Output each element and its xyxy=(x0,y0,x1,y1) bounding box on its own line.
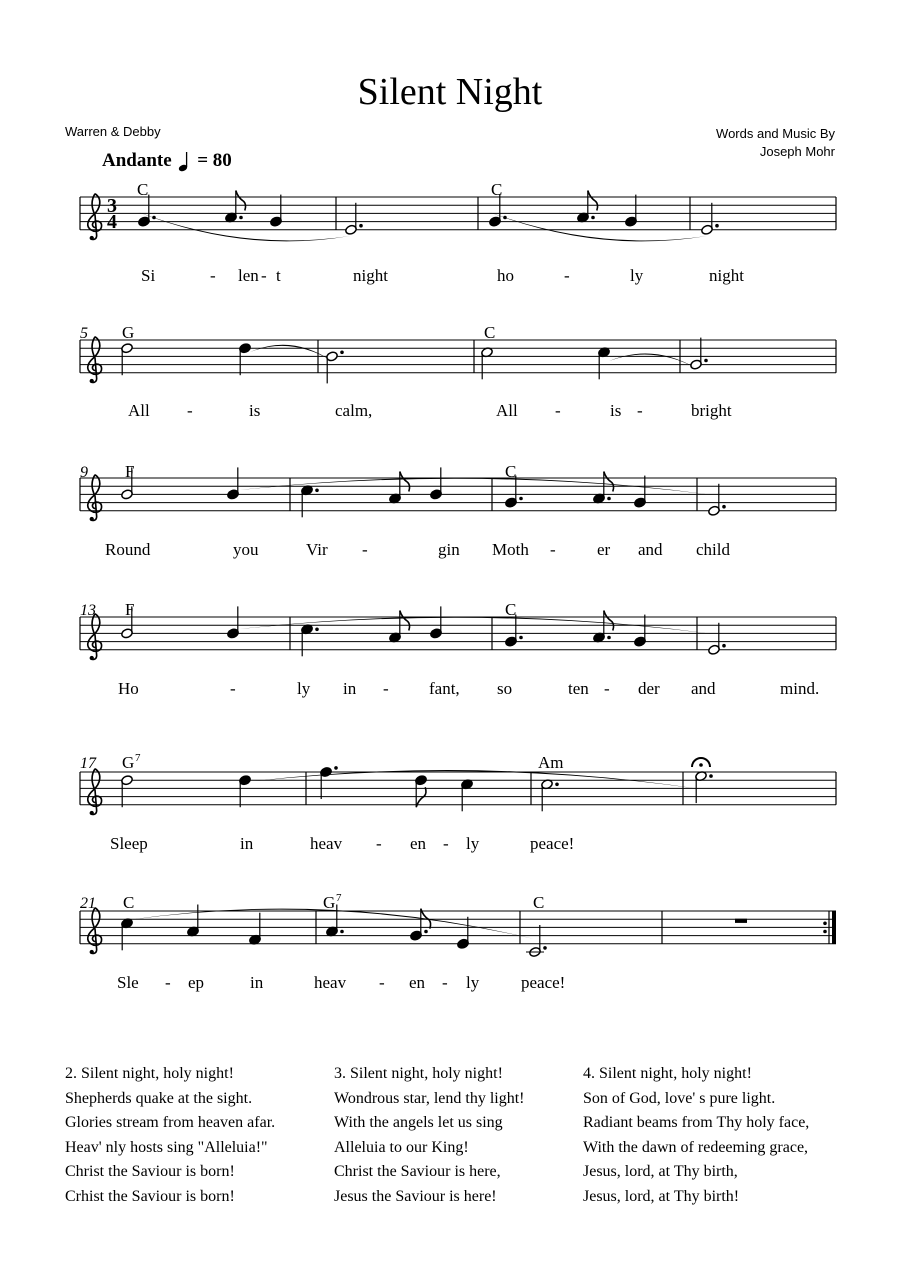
lyric-syllable: der xyxy=(638,679,660,698)
clef-dot xyxy=(90,950,94,954)
lyric-syllable: ho xyxy=(497,266,514,285)
treble-clef-icon xyxy=(88,337,102,383)
verse-4 xyxy=(583,1062,809,1209)
lyric-syllable: len xyxy=(238,266,259,285)
chord-symbol: C xyxy=(491,180,503,199)
lyric-hyphen: - xyxy=(550,540,556,559)
chord-symbol: G xyxy=(122,323,135,342)
lyric-syllable: All xyxy=(128,401,150,420)
augmentation-dot xyxy=(359,224,363,228)
augmentation-dot xyxy=(704,359,708,363)
final-barline-thick xyxy=(832,911,836,944)
lyric-syllable: in xyxy=(240,834,254,853)
note-flag xyxy=(588,191,598,211)
treble-clef-icon xyxy=(88,475,102,521)
lyric-syllable: heav xyxy=(314,973,347,992)
lyric-syllable: ep xyxy=(188,973,205,992)
lyric-syllable: and xyxy=(691,679,716,698)
lyric-syllable: peace! xyxy=(530,834,575,853)
lyric-syllable: Moth xyxy=(492,540,529,559)
arranger-credit: Warren & Debby xyxy=(65,124,161,139)
clef-dot xyxy=(90,236,94,240)
augmentation-dot xyxy=(424,930,428,934)
lyric-syllable: en xyxy=(410,834,427,853)
slur xyxy=(489,212,707,241)
chord-superscript: 7 xyxy=(135,752,141,764)
repeat-dot xyxy=(823,930,827,934)
augmentation-dot xyxy=(607,497,611,501)
verse-line: Shepherds quake at the sight. xyxy=(65,1089,253,1107)
fermata-dot xyxy=(699,763,703,767)
lyric-syllable: is xyxy=(249,401,261,420)
clef-dot xyxy=(90,656,94,660)
chord-symbol: C xyxy=(505,462,517,481)
verse-line: Christ the Saviour is here, xyxy=(334,1163,501,1180)
lyric-syllable: ly xyxy=(466,973,480,992)
augmentation-dot xyxy=(519,636,523,640)
clef-path xyxy=(88,908,102,954)
lyric-syllable: ly xyxy=(466,834,480,853)
lyric-syllable: ly xyxy=(297,679,311,698)
lyric-hyphen: - xyxy=(555,401,561,420)
verse-line: Wondrous star, lend thy light! xyxy=(334,1089,525,1107)
chord-symbol: F xyxy=(125,462,135,481)
note-flag xyxy=(604,472,614,492)
augmentation-dot xyxy=(315,628,319,632)
verse-line: Jesus, lord, at Thy birth, xyxy=(583,1163,738,1180)
slur xyxy=(138,212,350,241)
chord-symbol: C xyxy=(123,893,135,912)
lyric-hyphen: - xyxy=(443,834,449,853)
lyric-syllable: night xyxy=(353,266,388,285)
verse-line: 4. Silent night, holy night! xyxy=(583,1065,752,1082)
augmentation-dot xyxy=(239,216,243,220)
verse-line: With the angels let us sing xyxy=(334,1114,503,1131)
lyric-syllable: fant, xyxy=(429,679,460,698)
measure-number: 9 xyxy=(80,464,88,481)
lyric-syllable: Vir xyxy=(306,540,328,559)
verse-3 xyxy=(334,1062,525,1209)
lyric-syllable: heav xyxy=(310,834,343,853)
lyric-syllable: in xyxy=(343,679,357,698)
lyric-syllable: child xyxy=(696,540,730,559)
slur xyxy=(609,353,696,368)
lyric-syllable: er xyxy=(597,540,611,559)
chord-symbol: C xyxy=(505,600,517,619)
chord-symbol: Am xyxy=(538,753,564,772)
measure-number: 13 xyxy=(80,602,96,619)
chord-superscript: 7 xyxy=(336,892,342,904)
augmentation-dot xyxy=(543,946,547,950)
verse-line: Christ the Saviour is born! xyxy=(65,1163,235,1180)
note-flag xyxy=(416,787,426,807)
clef-dot xyxy=(90,517,94,521)
slur xyxy=(250,345,332,361)
note-flag xyxy=(604,611,614,631)
tempo-word: Andante xyxy=(102,150,172,171)
lyric-syllable: ly xyxy=(630,266,644,285)
lyric-hyphen: - xyxy=(442,973,448,992)
verse-line: Son of God, love' s pure light. xyxy=(583,1089,776,1107)
clef-path xyxy=(88,614,102,660)
whole-rest xyxy=(735,919,747,923)
augmentation-dot xyxy=(334,766,338,770)
verse-line: Jesus the Saviour is here! xyxy=(334,1187,497,1205)
lyric-syllable: night xyxy=(709,266,744,285)
measure-number: 5 xyxy=(80,325,88,342)
note-flag xyxy=(400,611,410,631)
lyric-syllable: calm, xyxy=(335,401,373,420)
augmentation-dot xyxy=(315,489,319,493)
song-title: Silent Night xyxy=(357,71,543,113)
verse-line: Heav' nly hosts sing "Alleluia!" xyxy=(65,1138,268,1156)
lyric-hyphen: - xyxy=(210,266,216,285)
treble-clef-icon xyxy=(88,769,102,815)
measure-number: 17 xyxy=(80,755,96,772)
lyric-syllable: in xyxy=(250,973,264,992)
augmentation-dot xyxy=(722,644,726,648)
composer-line-2: Joseph Mohr xyxy=(759,144,835,159)
lyric-syllable: peace! xyxy=(521,973,566,992)
lyric-syllable: ten xyxy=(568,679,589,698)
lyric-syllable: Si xyxy=(141,266,156,285)
treble-clef-icon xyxy=(88,908,102,954)
tempo-value: = 80 xyxy=(197,150,232,171)
lyric-syllable: is xyxy=(610,401,622,420)
verse-line: 2. Silent night, holy night! xyxy=(65,1065,234,1082)
lyric-hyphen: - xyxy=(165,973,171,992)
lyric-hyphen: - xyxy=(261,266,267,285)
clef-path xyxy=(88,194,102,240)
lyric-syllable: Sle xyxy=(117,973,139,992)
verse-2 xyxy=(65,1062,275,1209)
lyric-hyphen: - xyxy=(187,401,193,420)
chord-symbol: G xyxy=(323,893,336,912)
augmentation-dot xyxy=(709,774,713,778)
augmentation-dot xyxy=(519,497,523,501)
lyric-syllable: you xyxy=(233,540,259,559)
chord-symbol: C xyxy=(137,180,149,199)
composer-line-1: Words and Music By xyxy=(716,126,835,141)
note-flag xyxy=(400,472,410,492)
verse-line: 3. Silent night, holy night! xyxy=(334,1065,503,1082)
augmentation-dot xyxy=(591,216,595,220)
clef-dot xyxy=(90,811,94,815)
note-flag xyxy=(236,191,246,211)
lyric-hyphen: - xyxy=(376,834,382,853)
time-signature-top: 3 xyxy=(107,195,117,217)
lyric-syllable: bright xyxy=(691,401,732,420)
repeat-dot xyxy=(823,922,827,926)
lyric-syllable: Round xyxy=(105,540,151,559)
lyric-hyphen: - xyxy=(564,266,570,285)
lyric-syllable: mind. xyxy=(780,679,820,698)
lyric-syllable: and xyxy=(638,540,663,559)
augmentation-dot xyxy=(607,636,611,640)
clef-dot xyxy=(90,379,94,383)
verse-line: With the dawn of redeeming grace, xyxy=(583,1138,809,1156)
lyric-hyphen: - xyxy=(637,401,643,420)
lyric-syllable: All xyxy=(496,401,518,420)
lyric-syllable: so xyxy=(497,679,513,698)
verse-line: Alleluia to our King! xyxy=(334,1138,469,1156)
clef-path xyxy=(88,769,102,815)
lyric-syllable: gin xyxy=(438,540,460,559)
slur xyxy=(246,770,700,789)
lyric-syllable: t xyxy=(276,266,281,285)
clef-path xyxy=(88,337,102,383)
verse-line: Radiant beams from Thy holy face, xyxy=(583,1114,810,1131)
lyric-hyphen: - xyxy=(383,679,389,698)
lyric-syllable: en xyxy=(409,973,426,992)
chord-symbol: F xyxy=(125,600,135,619)
verse-line: Crhist the Saviour is born! xyxy=(65,1187,235,1205)
augmentation-dot xyxy=(340,351,344,355)
chord-symbol: C xyxy=(484,323,496,342)
treble-clef-icon xyxy=(88,614,102,660)
chord-symbol: G xyxy=(122,753,135,772)
lyric-hyphen: - xyxy=(362,540,368,559)
augmentation-dot xyxy=(715,224,719,228)
clef-path xyxy=(88,475,102,521)
lyric-syllable: Ho xyxy=(118,679,139,698)
augmentation-dot xyxy=(722,505,726,509)
time-signature-bottom: 4 xyxy=(107,211,117,233)
chord-symbol: C xyxy=(533,893,545,912)
lyric-hyphen: - xyxy=(230,679,236,698)
verse-line: Jesus, lord, at Thy birth! xyxy=(583,1187,740,1205)
lyric-hyphen: - xyxy=(604,679,610,698)
treble-clef-icon xyxy=(88,194,102,240)
lyric-hyphen: - xyxy=(379,973,385,992)
lyric-syllable: Sleep xyxy=(110,834,148,853)
verse-line: Glories stream from heaven afar. xyxy=(65,1114,276,1131)
augmentation-dot xyxy=(340,930,344,934)
augmentation-dot xyxy=(555,783,559,787)
augmentation-dot xyxy=(503,216,507,220)
measure-number: 21 xyxy=(80,895,96,912)
